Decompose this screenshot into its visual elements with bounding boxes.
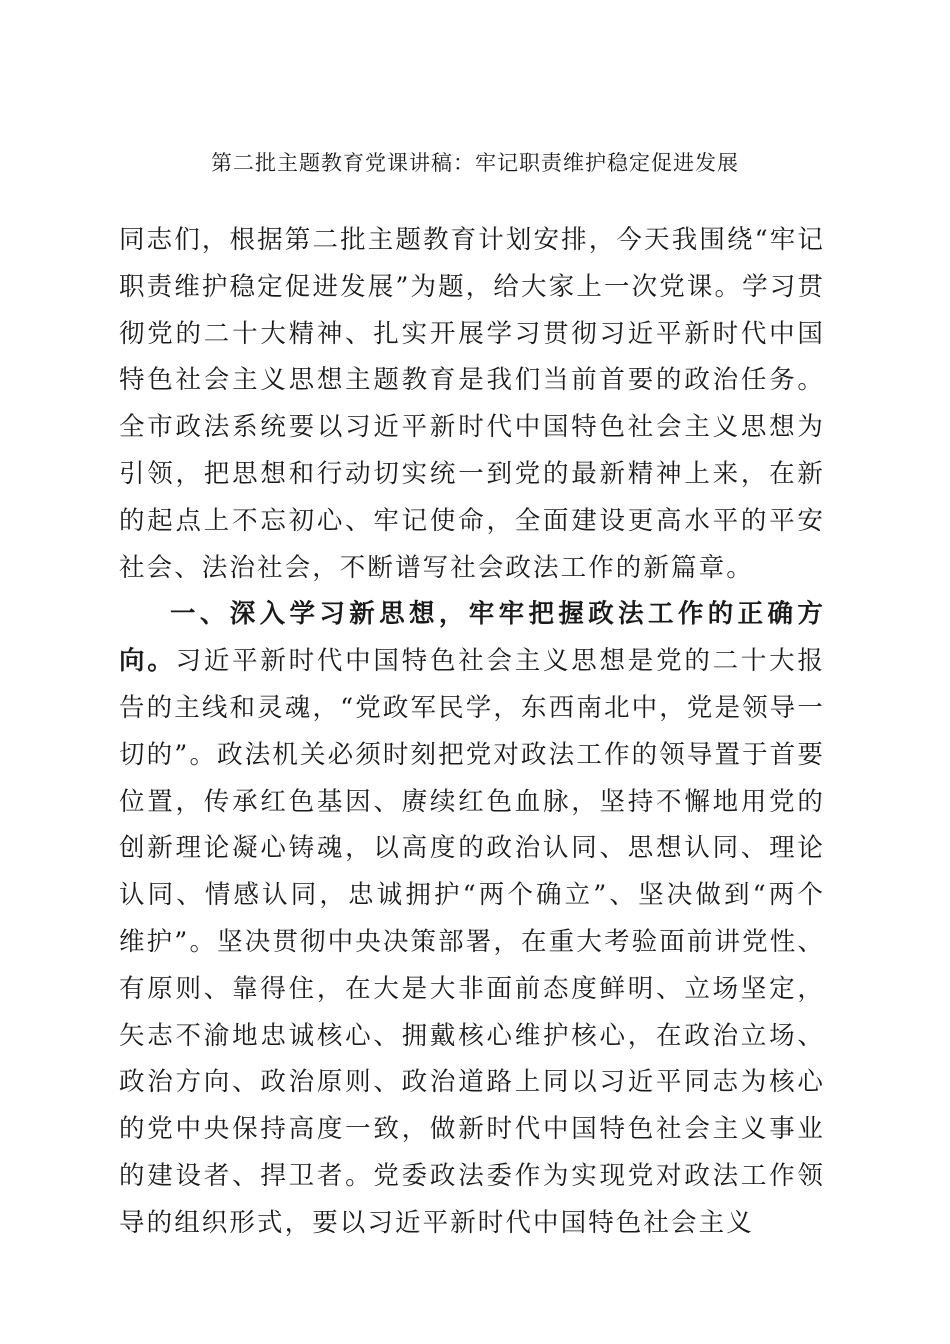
document-body [119, 217, 825, 1247]
section-one-heading: 一、深入学习新思想，牢牢把握政法工作的正确方向。 [119, 599, 825, 677]
intro-paragraph: 同志们，根据第二批主题教育计划安排，今天我围绕“牢记职责维护稳定促进发展”为题，给大家上一次党课。学习贯彻党的二十大精神、扎实开展学习贯彻习近平新时代中国特色社会主义思想主题教育是我们当前首要的政治任务。全市政法系统要以习近平新时代中国特色社会主义思想为引领，把思想和行动切实统一到党的最新精神上来，在新的起点上不忘初心、牢记使命，全面建设更高水平的平安社会、法治社会，不断谱写社会政法工作的新篇章。 [119, 225, 825, 583]
section-one-paragraph [119, 591, 825, 1246]
document-title: 第二批主题教育党课讲稿：牢记职责维护稳定促进发展 [211, 151, 739, 175]
section-one-text: 习近平新时代中国特色社会主义思想是党的二十大报告的主线和灵魂，“党政军民学，东西南北中，党是领导一切的”。政法机关必须时刻把党对政法工作的领导置于首要位置，传承红色基因、赓续红色血脉，坚持不懈地用党的创新理论凝心铸魂，以高度的政治认同、思想认同、理论认同、情感认同，忠诚拥护“两个确立”、坚决做到“两个维护”。坚决贯彻中央决策部署，在重大考验面前讲党性、有原则、靠得住，在大是大非面前态度鲜明、立场坚定，矢志不渝地忠诚核心、拥戴核心维护核心，在政治立场、政治方向、政治原则、政治道路上同以习近平同志为核心的党中央保持高度一致，做新时代中国特色社会主义事业的建设者、捍卫者。党委政法委作为实现党对政法工作领导的组织形式，要以习近平新时代中国特色社会主义 [119, 646, 826, 1238]
